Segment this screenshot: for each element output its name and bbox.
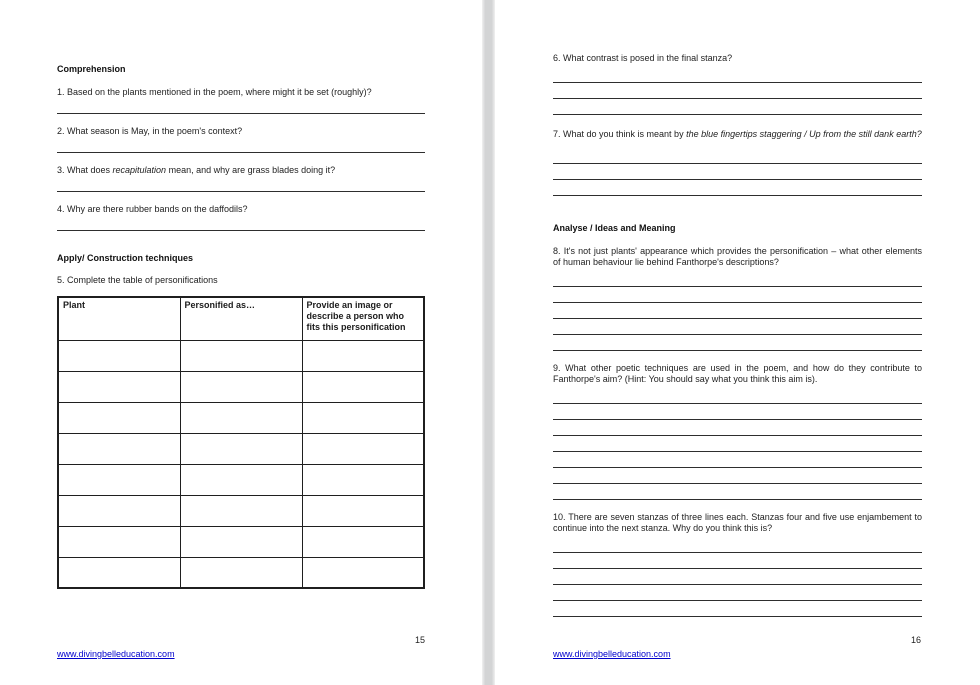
table-cell — [180, 557, 302, 588]
answer-line — [553, 319, 922, 335]
personification-table — [57, 296, 425, 589]
page-15-content — [57, 64, 425, 589]
table-row — [58, 402, 424, 433]
table-header-row — [58, 297, 424, 340]
question-6-answer-lines — [553, 67, 922, 115]
answer-line — [57, 137, 425, 153]
page-divider — [482, 0, 495, 685]
question-4-block — [57, 204, 425, 231]
answer-line — [553, 148, 922, 164]
table-cell — [58, 464, 180, 495]
answer-line — [553, 287, 922, 303]
answer-line — [553, 601, 922, 617]
table-cell — [58, 526, 180, 557]
answer-line — [553, 335, 922, 351]
question-7-pre: 7. What do you think is meant by — [553, 129, 687, 139]
question-7-text — [553, 129, 922, 140]
table-cell — [302, 526, 424, 557]
table-cell — [58, 402, 180, 433]
answer-line — [553, 67, 922, 83]
page-16-content — [553, 53, 922, 617]
question-10-text: 10. There are seven stanzas of three lines each. Stanzas four and five use enjambement to continue into the next stanza. Why do you think this is? — [553, 512, 922, 533]
table-row — [58, 340, 424, 371]
section-heading-comprehension: Comprehension — [57, 64, 126, 74]
section-heading-analyse: Analyse / Ideas and Meaning — [553, 223, 676, 233]
answer-line — [553, 271, 922, 287]
question-6-text: 6. What contrast is posed in the final stanza? — [553, 53, 733, 63]
table-cell — [302, 402, 424, 433]
table-row — [58, 371, 424, 402]
page-number: 15 — [414, 635, 425, 645]
page-number: 16 — [910, 635, 921, 645]
answer-line — [553, 303, 922, 319]
question-3-text — [57, 165, 425, 176]
table-cell — [302, 433, 424, 464]
table-cell — [180, 526, 302, 557]
question-3-post: mean, and why are grass blades doing it? — [166, 165, 336, 175]
table-cell — [58, 340, 180, 371]
table-cell — [302, 371, 424, 402]
table-cell — [302, 495, 424, 526]
page-16-footer — [553, 635, 921, 659]
question-8-answer-lines — [553, 271, 922, 351]
answer-line — [553, 420, 922, 436]
table-cell — [58, 433, 180, 464]
question-3-italic-term: recapitulation — [112, 165, 167, 175]
answer-line — [553, 388, 922, 404]
page-15-footer — [57, 635, 425, 659]
answer-line — [553, 553, 922, 569]
question-3-block — [57, 165, 425, 192]
table-row — [58, 557, 424, 588]
table-cell — [180, 340, 302, 371]
answer-line — [553, 164, 922, 180]
question-2-text: 2. What season is May, in the poem's context? — [57, 126, 243, 136]
answer-line — [553, 436, 922, 452]
section-heading-apply: Apply/ Construction techniques — [57, 253, 194, 263]
question-1-block — [57, 87, 425, 114]
answer-line — [553, 83, 922, 99]
question-1-text: 1. Based on the plants mentioned in the poem, where might it be set (roughly)? — [57, 87, 372, 97]
question-10-answer-lines — [553, 537, 922, 617]
question-7-italic-quote: the blue fingertips staggering / Up from the still dank earth? — [686, 129, 922, 139]
question-2-block — [57, 126, 425, 153]
table-row — [58, 495, 424, 526]
question-4-text: 4. Why are there rubber bands on the daffodils? — [57, 204, 248, 214]
table-cell — [180, 402, 302, 433]
answer-line — [553, 180, 922, 196]
answer-line — [553, 99, 922, 115]
answer-line — [57, 215, 425, 231]
answer-line — [553, 585, 922, 601]
answer-line — [57, 98, 425, 114]
table-cell — [180, 371, 302, 402]
table-header-cell: Personified as… — [180, 297, 302, 340]
table-header-cell: Plant — [58, 297, 180, 340]
footer-website-link[interactable]: www.divingbelleducation.com — [57, 649, 175, 659]
footer-website-link[interactable]: www.divingbelleducation.com — [553, 649, 671, 659]
table-cell — [58, 557, 180, 588]
page-16 — [495, 0, 980, 685]
answer-line — [553, 569, 922, 585]
table-header-cell: Provide an image or describe a person who fits this personification — [302, 297, 424, 340]
question-8-text: 8. It's not just plants' appearance which provides the personification – what other elements of human behaviour lie behind Fanthorpe's descriptions? — [553, 246, 922, 267]
table-cell — [180, 495, 302, 526]
question-3-pre: 3. What does — [57, 165, 113, 175]
answer-line — [553, 537, 922, 553]
answer-line — [553, 452, 922, 468]
page-15 — [0, 0, 482, 685]
table-row — [58, 526, 424, 557]
answer-line — [57, 176, 425, 192]
question-7-answer-lines — [553, 148, 922, 196]
question-5-text: 5. Complete the table of personifications — [57, 275, 218, 285]
table-cell — [180, 464, 302, 495]
table-cell — [180, 433, 302, 464]
question-9-text: 9. What other poetic techniques are used in the poem, and how do they contribute to Fanthorpe's aim? (Hint: You should say what you think this aim is). — [553, 363, 922, 384]
table-cell — [302, 340, 424, 371]
answer-line — [553, 468, 922, 484]
question-9-answer-lines — [553, 388, 922, 500]
answer-line — [553, 404, 922, 420]
table-row — [58, 464, 424, 495]
table-row — [58, 433, 424, 464]
answer-line — [553, 484, 922, 500]
table-cell — [302, 464, 424, 495]
table-cell — [58, 371, 180, 402]
table-cell — [58, 495, 180, 526]
table-cell — [302, 557, 424, 588]
